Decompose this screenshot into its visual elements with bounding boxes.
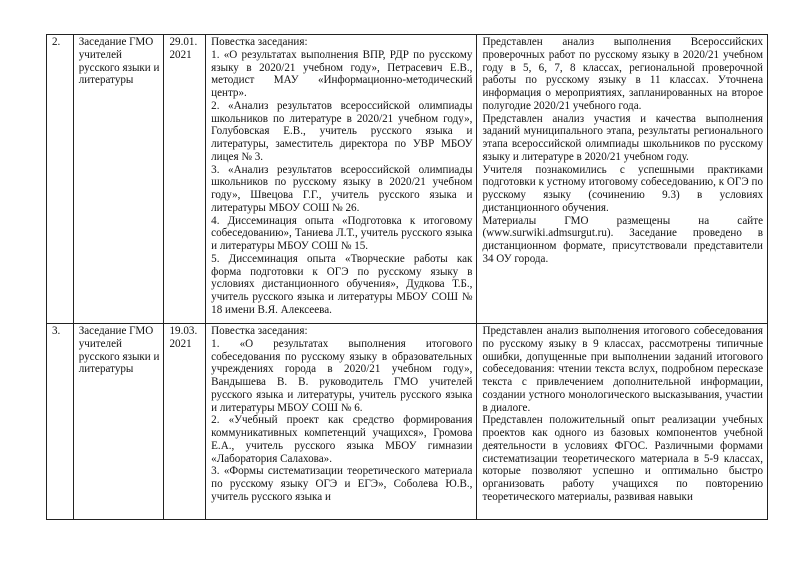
event-date: 19.03. 2021 [164, 324, 206, 520]
agenda-item: 3. «Анализ результатов всероссийской олимпиады школьников по русскому языку в 2020/21 учебном году», Швецова Г.Г., учитель русского языка и литературы МБОУ СОШ № 26. [211, 163, 473, 214]
agenda-item: 4. Диссеминация опыта «Подготовка к итоговому собеседованию», Таниева Л.Т., учитель русского языка и литературы МБОУ СОШ № 15. [211, 214, 473, 252]
agenda-item: 2. «Анализ результатов всероссийской олимпиады школьников по литературе в 2020/21 учебном году», Голубовская Е.В., учитель русского языка и литературы, заместитель директора по УВР МБОУ лицея № 3. [211, 99, 473, 163]
agenda-item: 3. «Формы систематизации теоретического материала по русскому языку ОГЭ и ЕГЭ», Соболева Ю.В., учитель русского языка и [211, 465, 473, 503]
result-paragraph: Материалы ГМО размещены на сайте (www.surwiki.admsurgut.ru). Заседание проведено в дистанционном формате, присутствовали представители 34 ОУ города. [482, 214, 763, 265]
row-number: 3. [47, 324, 74, 520]
agenda-cell [206, 35, 477, 324]
result-paragraph: Представлен анализ выполнения Всероссийских проверочных работ по русскому языку в 2020/21 учебном году в 5, 6, 7, 8 классах, региональной проверочной работы по русскому языку в 11 классах. Уточнена информация о мероприятиях, запланированных на второе полугодие 2020/21 учебного года. [482, 36, 763, 112]
meetings-table [46, 34, 768, 520]
result-paragraph: Представлен положительный опыт реализации учебных проектов как одного из базовых компонентов учебной деятельности в условиях ФГОС. Различными формами систематизации теоретического материала в 5-9 классах, которые позволяют успешно и оптимально быстро организовать работу учащихся по повторению теоретического материалы, развивая навыки [482, 414, 763, 503]
agenda-title: Повестка заседания: [211, 36, 308, 48]
table-row [47, 324, 768, 520]
event-date: 29.01. 2021 [164, 35, 206, 324]
result-paragraph: Представлен анализ участия и качества выполнения заданий муниципального этапа, результаты регионального этапа всероссийской олимпиады школьников по русскому языку и литературе в 2020/21 учебном году. [482, 112, 763, 163]
result-paragraph: Представлен анализ выполнения итогового собеседования по русскому языку в 9 классах, рассмотрены типичные ошибки, допущенные при выполнении заданий итогового собеседования: чтении текста вслух, подробном пересказе текста с привлечением дополнительной информации, создании устного монологического высказывания, участии в диалоге. [482, 325, 763, 414]
event-name: Заседание ГМО учителей русского языки и литературы [73, 35, 164, 324]
results-cell [477, 324, 768, 520]
results-cell [477, 35, 768, 324]
table-row [47, 35, 768, 324]
result-paragraph: Учителя познакомились с успешными практиками подготовки к устному итоговому собеседованию, к ОГЭ по русскому языку (сочинению 9.3) в условиях дистанционного обучения. [482, 163, 763, 214]
agenda-item: 2. «Учебный проект как средство формирования коммуникативных компетенций учащихся», Громова Е.А., учитель русского языка МБОУ гимназии «Лаборатория Салахова». [211, 414, 473, 465]
agenda-item: 5. Диссеминация опыта «Творческие работы как форма подготовки к ОГЭ по русскому языку в условиях дистанционного обучения», Дудкова Т.Б., учитель русского языка и литературы МБОУ СОШ № 18 имени В.Я. Алексеева. [211, 252, 473, 316]
agenda-title: Повестка заседания: [211, 325, 308, 337]
agenda-item: 1. «О результатах выполнения ВПР, РДР по русскому языку в 2020/21 учебном году», Петрасевич Е.В., методист МАУ «Информационно-методический центр». [211, 48, 473, 99]
agenda-item: 1. «О результатах выполнения итогового собеседования по русскому языку в образовательных учреждениях города в 2020/21 учебном году», Вандышева В. В. руководитель ГМО учителей русского языка и литературы, учитель русского языка и литературы МБОУ СОШ № 6. [211, 337, 473, 414]
agenda-cell [206, 324, 477, 520]
event-name: Заседание ГМО учителей русского языки и литературы [73, 324, 164, 520]
row-number: 2. [47, 35, 74, 324]
